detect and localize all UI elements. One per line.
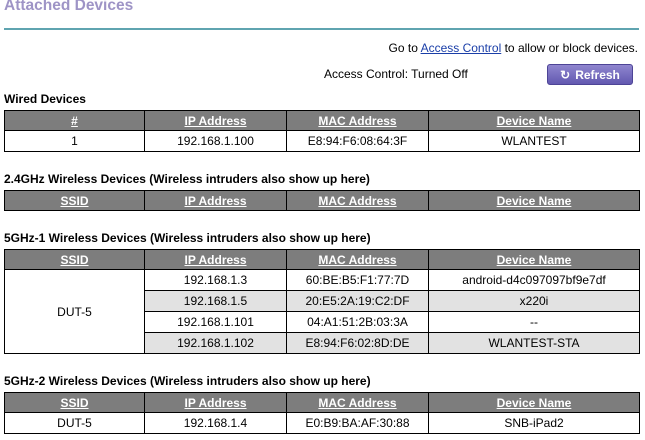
column-header-ip-address[interactable]: IP Address <box>145 191 287 211</box>
column-header-ip-address[interactable]: IP Address <box>145 393 287 413</box>
wired-devices-table <box>4 110 640 152</box>
row-ip-address: 192.168.1.102 <box>145 333 287 354</box>
access-hint-suffix: to allow or block devices. <box>501 41 638 55</box>
column-header-number[interactable]: # <box>5 111 145 131</box>
wireless-5ghz-2-title: 5GHz-2 Wireless Devices (Wireless intruders also show up here) <box>4 374 371 388</box>
row-device-name: WLANTEST <box>429 131 640 152</box>
row-mac-address: E8:94:F6:08:64:3F <box>287 131 429 152</box>
row-ip-address: 192.168.1.100 <box>145 131 287 152</box>
column-header-device-name[interactable]: Device Name <box>429 111 640 131</box>
wireless-24ghz-table <box>4 190 640 211</box>
row-mac-address: 60:BE:B5:F1:77:7D <box>287 270 429 291</box>
row-ssid: DUT-5 <box>5 413 145 434</box>
table-header-row <box>5 250 640 270</box>
table-header-row <box>5 191 640 211</box>
column-header-mac-address[interactable]: MAC Address <box>287 191 429 211</box>
row-device-name: android-d4c097097bf9e7df <box>429 270 640 291</box>
wireless-5ghz-1-title: 5GHz-1 Wireless Devices (Wireless intruders also show up here) <box>4 231 371 245</box>
column-header-ssid[interactable]: SSID <box>5 191 145 211</box>
row-device-name: x220i <box>429 291 640 312</box>
row-device-name: WLANTEST-STA <box>429 333 640 354</box>
column-header-device-name[interactable]: Device Name <box>429 250 640 270</box>
table-row <box>5 270 640 291</box>
table-row <box>5 131 640 152</box>
column-header-ssid[interactable]: SSID <box>5 250 145 270</box>
access-hint-prefix: Go to <box>388 41 421 55</box>
page-title: Attached Devices <box>4 0 134 14</box>
column-header-device-name[interactable]: Device Name <box>429 393 640 413</box>
access-control-link[interactable]: Access Control <box>420 41 502 55</box>
wireless-5ghz-1-table <box>4 249 640 354</box>
access-control-status: Access Control: Turned Off <box>324 67 468 81</box>
row-number: 1 <box>5 131 145 152</box>
row-mac-address: 20:E5:2A:19:C2:DF <box>287 291 429 312</box>
wired-devices-title: Wired Devices <box>4 92 86 106</box>
table-header-row <box>5 111 640 131</box>
row-mac-address: E0:B9:BA:AF:30:88 <box>287 413 429 434</box>
refresh-icon: ↻ <box>560 67 571 82</box>
row-ip-address: 192.168.1.101 <box>145 312 287 333</box>
column-header-mac-address[interactable]: MAC Address <box>287 111 429 131</box>
column-header-mac-address[interactable]: MAC Address <box>287 393 429 413</box>
refresh-label: Refresh <box>575 67 620 82</box>
wireless-24ghz-title: 2.4GHz Wireless Devices (Wireless intruders also show up here) <box>4 172 370 186</box>
table-row <box>5 413 640 434</box>
column-header-ip-address[interactable]: IP Address <box>145 250 287 270</box>
row-mac-address: E8:94:F6:02:8D:DE <box>287 333 429 354</box>
title-divider <box>4 28 639 30</box>
wireless-5ghz-2-table <box>4 392 640 434</box>
refresh-button[interactable] <box>547 64 633 85</box>
column-header-mac-address[interactable]: MAC Address <box>287 250 429 270</box>
row-ssid: DUT-5 <box>5 270 145 354</box>
row-ip-address: 192.168.1.5 <box>145 291 287 312</box>
row-mac-address: 04:A1:51:2B:03:3A <box>287 312 429 333</box>
row-ip-address: 192.168.1.3 <box>145 270 287 291</box>
row-device-name: SNB-iPad2 <box>429 413 640 434</box>
row-device-name: -- <box>429 312 640 333</box>
row-ip-address: 192.168.1.4 <box>145 413 287 434</box>
column-header-ssid[interactable]: SSID <box>5 393 145 413</box>
column-header-ip-address[interactable]: IP Address <box>145 111 287 131</box>
table-header-row <box>5 393 640 413</box>
access-control-hint <box>389 41 638 55</box>
column-header-device-name[interactable]: Device Name <box>429 191 640 211</box>
